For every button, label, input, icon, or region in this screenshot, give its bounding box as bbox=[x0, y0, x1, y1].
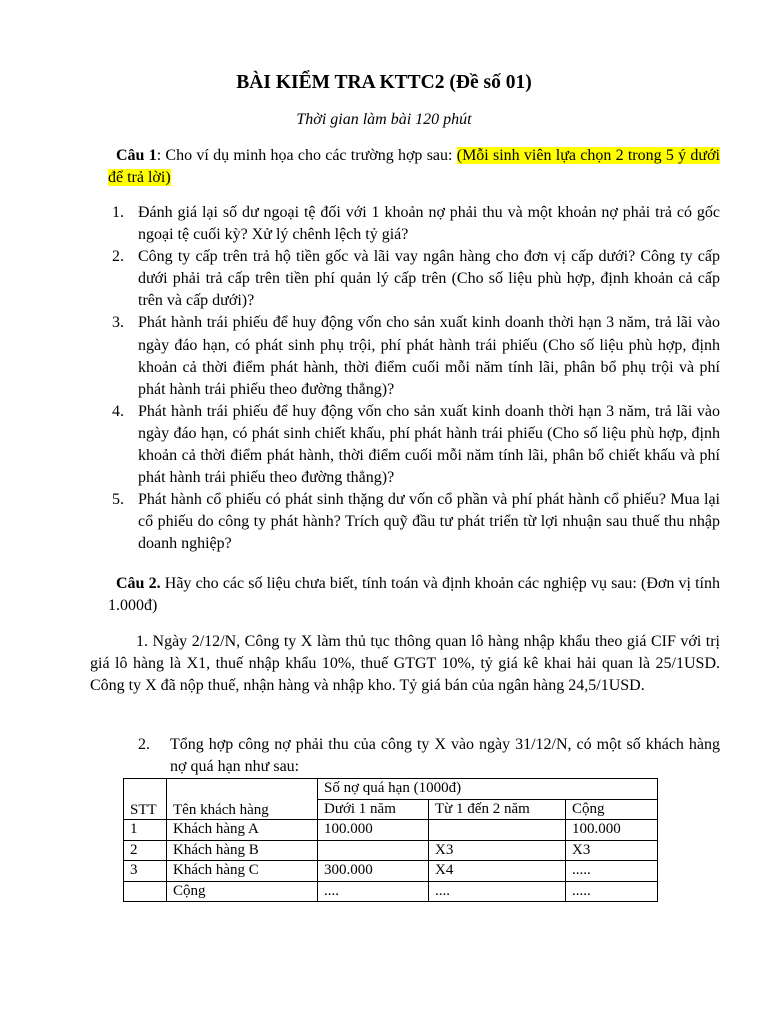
question-2-item-2 bbox=[108, 734, 720, 778]
list-item-number: 5. bbox=[112, 491, 124, 509]
list-item bbox=[108, 246, 720, 312]
list-item-number: 1. bbox=[112, 204, 124, 221]
list-item-text: Phát hành trái phiếu để huy động vốn cho sản xuất kinh doanh thời hạn 3 năm, trả lãi vào ngày đáo hạn, có phát sinh chiết khấu, phí phát hành trái phiếu (Cho số liệu phù hợp, định khoản cả thời điểm phát hành, thời điểm cuối mỗi năm tính lãi, phân bổ chiết khấu và phí phát hành trái phiếu theo đường thẳng)? bbox=[138, 402, 720, 487]
cell-total: X3 bbox=[566, 840, 658, 861]
cell-1-to-2-years: X4 bbox=[429, 861, 566, 882]
table-total-row bbox=[124, 881, 658, 902]
question-2-item-1: 1. Ngày 2/12/N, Công ty X làm thủ tục thông quan lô hàng nhập khẩu theo giá CIF với trị giá lô hàng là X1, thuế nhập khẩu 10%, thuế GTGT 10%, tỷ giá kê khai hải quan là 25/1USD. Công ty X đã nộp thuế, nhận hàng và nhập kho. Tỷ giá bán của ngân hàng 24,5/1USD. bbox=[90, 633, 720, 694]
header-under-1-year: Dưới 1 năm bbox=[318, 799, 429, 820]
list-item-number: 3. bbox=[112, 314, 124, 332]
table-row bbox=[124, 820, 658, 841]
header-total: Cộng bbox=[566, 799, 658, 820]
cell-1-to-2-years: X3 bbox=[429, 840, 566, 861]
cell-under-1-year: .... bbox=[318, 881, 429, 902]
table-row bbox=[124, 861, 658, 882]
page-title: BÀI KIỂM TRA KTTC2 (Đề số 01) bbox=[236, 72, 532, 93]
header-1-to-2-years: Từ 1 đến 2 năm bbox=[429, 799, 566, 820]
header-customer-name: Tên khách hàng bbox=[167, 779, 318, 820]
table-row bbox=[124, 840, 658, 861]
question-1-text: : Cho ví dụ minh họa cho các trường hợp sau: bbox=[156, 147, 457, 164]
cell-total: 100.000 bbox=[566, 820, 658, 841]
list-item-text: Công ty cấp trên trả hộ tiền gốc và lãi vay ngân hàng cho đơn vị cấp dưới? Công ty cấp dưới phải trả cấp trên tiền phí quản lý cấp trên (Cho số liệu phù hợp, định khoản cả cấp trên và cấp dưới)? bbox=[138, 248, 720, 310]
cell-1-to-2-years bbox=[429, 820, 566, 841]
cell-total: ..... bbox=[566, 861, 658, 882]
cell-name: Khách hàng B bbox=[167, 840, 318, 861]
cell-stt bbox=[124, 881, 167, 902]
cell-1-to-2-years: .... bbox=[429, 881, 566, 902]
list-item-number: 4. bbox=[112, 402, 124, 420]
cell-total: ..... bbox=[566, 881, 658, 902]
question-2-text: Hãy cho các số liệu chưa biết, tính toán và định khoản các nghiệp vụ sau: (Đơn vị tính 1.000đ) bbox=[108, 575, 720, 614]
exam-duration: Thời gian làm bài 120 phút bbox=[296, 111, 472, 128]
cell-under-1-year: 300.000 bbox=[318, 861, 429, 882]
list-item bbox=[108, 312, 720, 400]
overdue-debt-table bbox=[123, 778, 658, 902]
list-item-text: Phát hành cổ phiếu có phát sinh thặng dư vốn cổ phần và phí phát hành cổ phiếu? Mua lại cổ phiếu do công ty phát hành? Trích quỹ đầu tư phát triển từ lợi nhuận sau thuế thu nhập doanh nghiệp? bbox=[138, 491, 720, 553]
list-item bbox=[108, 202, 720, 246]
header-overdue-group: Số nợ quá hạn (1000đ) bbox=[318, 779, 658, 800]
question-1-list bbox=[108, 202, 720, 556]
cell-name: Khách hàng A bbox=[167, 820, 318, 841]
cell-under-1-year: 100.000 bbox=[318, 820, 429, 841]
list-item-number: 2. bbox=[112, 248, 124, 266]
list-item bbox=[108, 401, 720, 489]
cell-under-1-year bbox=[318, 840, 429, 861]
cell-stt: 2 bbox=[124, 840, 167, 861]
list-item-text: Phát hành trái phiếu để huy động vốn cho sản xuất kinh doanh thời hạn 3 năm, trả lãi vào ngày đáo hạn, có phát sinh phụ trội, phí phát hành trái phiếu (Cho số liệu phù hợp, định khoản cả thời điểm phát hành, thời điểm cuối mỗi năm tính lãi, phân bổ phụ trội và phí phát hành trái phiếu theo đường thẳng)? bbox=[138, 314, 720, 398]
header-stt: STT bbox=[124, 779, 167, 820]
question-2-intro bbox=[108, 573, 720, 617]
cell-stt: 3 bbox=[124, 861, 167, 882]
cell-name: Khách hàng C bbox=[167, 861, 318, 882]
question-2-item-2-number: 2. bbox=[138, 736, 150, 753]
list-item-text: Đánh giá lại số dư ngoại tệ đối với 1 khoản nợ phải thu và một khoản nợ phải trả có gốc ngoại tệ cuối kỳ? Xử lý chênh lệch tỷ giá? bbox=[138, 204, 720, 244]
table-header-row bbox=[124, 779, 658, 800]
question-1-label: Câu 1 bbox=[116, 147, 157, 164]
list-item bbox=[108, 489, 720, 555]
question-2-item-2-text: Tổng hợp công nợ phải thu của công ty X vào ngày 31/12/N, có một số khách hàng nợ quá hạn như sau: bbox=[170, 736, 720, 775]
question-1-intro bbox=[108, 145, 720, 189]
cell-name: Cộng bbox=[167, 881, 318, 902]
cell-stt: 1 bbox=[124, 820, 167, 841]
question-2-label: Câu 2. bbox=[116, 575, 161, 592]
question-1-highlight: (Mỗi sinh viên lựa chọn 2 trong 5 ý dưới để trả lời) bbox=[108, 147, 721, 186]
